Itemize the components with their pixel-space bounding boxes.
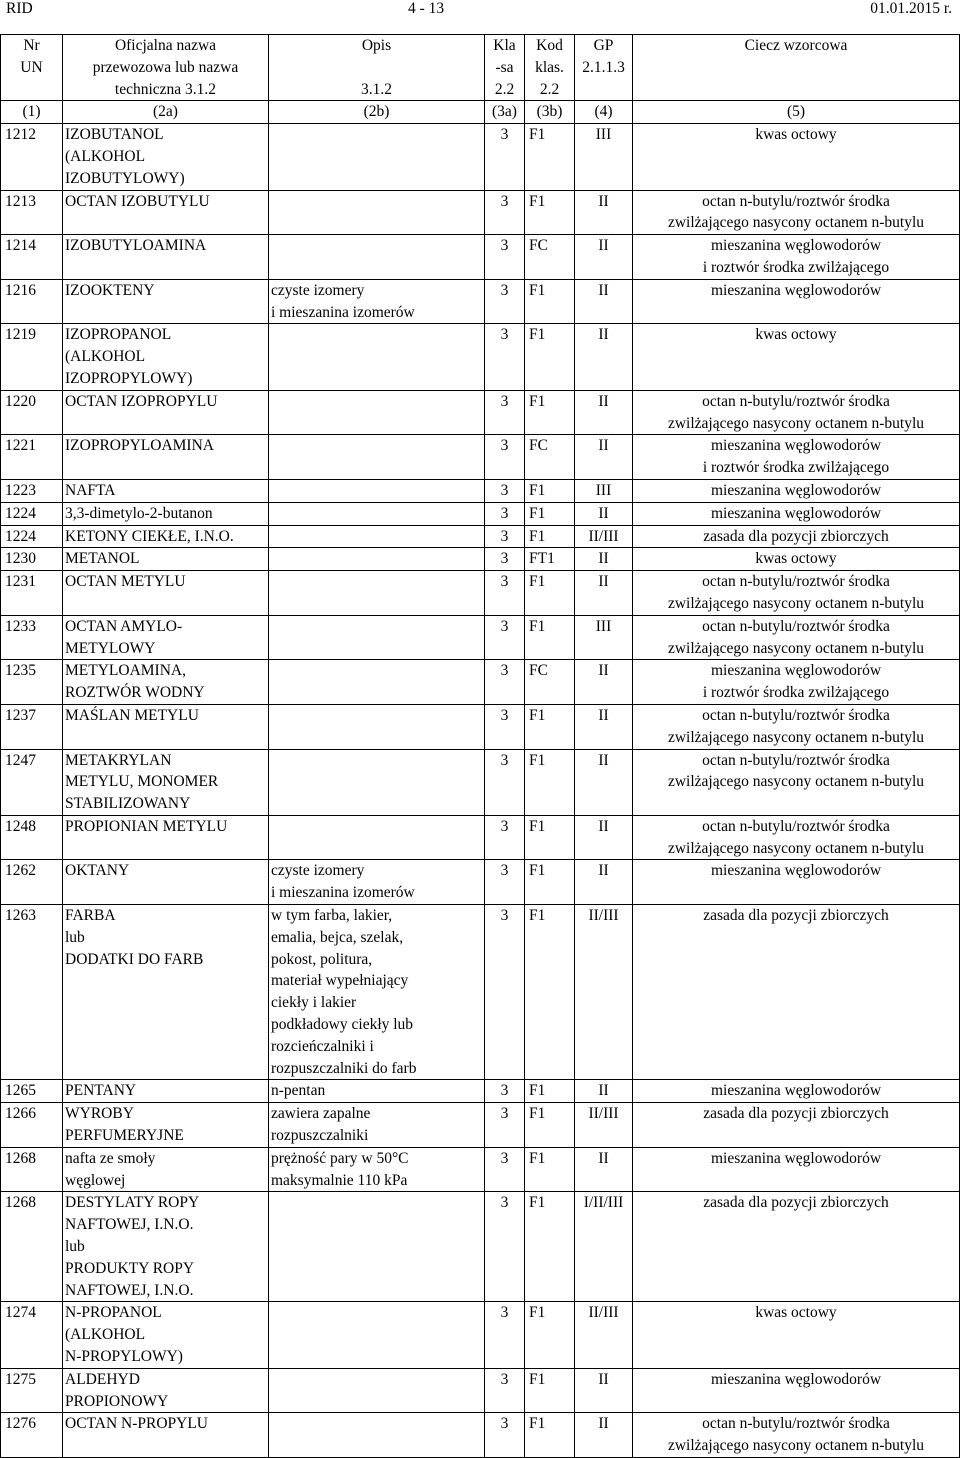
official-name-cell: IZOBUTYLOAMINA	[63, 235, 269, 280]
official-name-cell: WYROBY PERFUMERYJNE	[63, 1103, 269, 1148]
table-row	[1, 435, 960, 480]
packing-group-cell: II	[575, 235, 633, 280]
classification-code-cell: F1	[525, 1103, 575, 1148]
un-number-cell: 1265	[1, 1080, 63, 1103]
class-cell: 3	[485, 1080, 525, 1103]
standard-liquid-cell: kwas octowy	[633, 124, 960, 190]
description-cell	[269, 571, 485, 616]
official-name-cell: METYLOAMINA, ROZTWÓR WODNY	[63, 660, 269, 705]
standard-liquid-cell: kwas octowy	[633, 324, 960, 390]
description-cell	[269, 435, 485, 480]
column-code: (4)	[575, 101, 633, 124]
table-row	[1, 905, 960, 1080]
document-date: 01.01.2015 r.	[870, 0, 952, 17]
un-number-cell: 1275	[1, 1368, 63, 1413]
table-row	[1, 279, 960, 324]
official-name-cell: DESTYLATY ROPY NAFTOWEJ, I.N.O. lub PRODUKTY ROPY NAFTOWEJ, I.N.O.	[63, 1192, 269, 1302]
packing-group-cell: III	[575, 479, 633, 502]
table-row	[1, 190, 960, 235]
official-name-cell: OCTAN METYLU	[63, 571, 269, 616]
column-code: (5)	[633, 101, 960, 124]
un-number-cell: 1221	[1, 435, 63, 480]
official-name-cell: IZOBUTANOL (ALKOHOL IZOBUTYLOWY)	[63, 124, 269, 190]
description-cell	[269, 749, 485, 815]
table-row	[1, 860, 960, 905]
standard-liquid-cell: mieszanina węglowodorów i roztwór środka zwilżającego	[633, 660, 960, 705]
description-cell	[269, 815, 485, 860]
packing-group-cell: II	[575, 548, 633, 571]
description-cell	[269, 704, 485, 749]
description-cell	[269, 615, 485, 660]
table-row	[1, 324, 960, 390]
class-cell: 3	[485, 860, 525, 905]
classification-code-cell: F1	[525, 1080, 575, 1103]
column-code: (3b)	[525, 101, 575, 124]
description-cell	[269, 1192, 485, 1302]
packing-group-cell: II	[575, 749, 633, 815]
standard-liquid-cell: mieszanina węglowodorów	[633, 1368, 960, 1413]
description-cell: czyste izomery i mieszanina izomerów	[269, 860, 485, 905]
packing-group-cell: II	[575, 324, 633, 390]
column-code: (2a)	[63, 101, 269, 124]
table-row	[1, 124, 960, 190]
packing-group-cell: II	[575, 704, 633, 749]
classification-code-cell: FC	[525, 660, 575, 705]
official-name-cell: IZOOKTENY	[63, 279, 269, 324]
standard-liquid-cell: zasada dla pozycji zbiorczych	[633, 1103, 960, 1148]
classification-code-cell: FT1	[525, 548, 575, 571]
packing-group-cell: II	[575, 1080, 633, 1103]
class-cell: 3	[485, 571, 525, 616]
official-name-cell: OCTAN AMYLO- METYLOWY	[63, 615, 269, 660]
class-cell: 3	[485, 704, 525, 749]
standard-liquid-cell: mieszanina węglowodorów i roztwór środka zwilżającego	[633, 435, 960, 480]
packing-group-cell: II	[575, 860, 633, 905]
standard-liquid-cell: mieszanina węglowodorów	[633, 1080, 960, 1103]
classification-code-cell: F1	[525, 279, 575, 324]
classification-code-cell: FC	[525, 435, 575, 480]
standard-liquid-cell: mieszanina węglowodorów	[633, 860, 960, 905]
un-number-cell: 1268	[1, 1192, 63, 1302]
un-number-cell: 1230	[1, 548, 63, 571]
table-row	[1, 525, 960, 548]
classification-code-cell: F1	[525, 525, 575, 548]
packing-group-cell: II	[575, 190, 633, 235]
official-name-cell: OCTAN IZOBUTYLU	[63, 190, 269, 235]
class-cell: 3	[485, 749, 525, 815]
dangerous-goods-table	[0, 34, 960, 1458]
packing-group-cell: II	[575, 815, 633, 860]
classification-code-cell: F1	[525, 1368, 575, 1413]
table-row	[1, 571, 960, 616]
class-cell: 3	[485, 905, 525, 1080]
official-name-cell: FARBA lub DODATKI DO FARB	[63, 905, 269, 1080]
packing-group-cell: II	[575, 571, 633, 616]
standard-liquid-cell: kwas octowy	[633, 1302, 960, 1368]
class-cell: 3	[485, 615, 525, 660]
classification-code-cell: F1	[525, 324, 575, 390]
description-cell: prężność pary w 50°C maksymalnie 110 kPa	[269, 1147, 485, 1192]
header-row	[1, 35, 960, 101]
description-cell	[269, 479, 485, 502]
column-codes-row	[1, 101, 960, 124]
packing-group-cell: III	[575, 615, 633, 660]
class-cell: 3	[485, 235, 525, 280]
packing-group-cell: II/III	[575, 1302, 633, 1368]
packing-group-cell: II	[575, 390, 633, 435]
table-row	[1, 1103, 960, 1148]
table-body	[1, 124, 960, 1458]
packing-group-cell: III	[575, 124, 633, 190]
packing-group-cell: II	[575, 279, 633, 324]
un-number-cell: 1262	[1, 860, 63, 905]
packing-group-cell: II	[575, 1147, 633, 1192]
class-cell: 3	[485, 502, 525, 525]
un-number-cell: 1237	[1, 704, 63, 749]
official-name-cell: KETONY CIEKŁE, I.N.O.	[63, 525, 269, 548]
table-row	[1, 815, 960, 860]
packing-group-cell: II	[575, 435, 633, 480]
class-cell: 3	[485, 660, 525, 705]
un-number-cell: 1268	[1, 1147, 63, 1192]
header-un-number: Nr UN	[1, 35, 63, 101]
packing-group-cell: II/III	[575, 525, 633, 548]
header-packing-group: GP 2.1.1.3	[575, 35, 633, 101]
class-cell: 3	[485, 1368, 525, 1413]
standard-liquid-cell: mieszanina węglowodorów	[633, 479, 960, 502]
table-row	[1, 502, 960, 525]
header-classification-code: Kod klas. 2.2	[525, 35, 575, 101]
un-number-cell: 1233	[1, 615, 63, 660]
un-number-cell: 1212	[1, 124, 63, 190]
un-number-cell: 1266	[1, 1103, 63, 1148]
un-number-cell: 1214	[1, 235, 63, 280]
packing-group-cell: II	[575, 1368, 633, 1413]
description-cell: zawiera zapalne rozpuszczalniki	[269, 1103, 485, 1148]
class-cell: 3	[485, 324, 525, 390]
header-official-name: Oficjalna nazwa przewozowa lub nazwa techniczna 3.1.2	[63, 35, 269, 101]
classification-code-cell: FC	[525, 235, 575, 280]
description-cell: czyste izomery i mieszanina izomerów	[269, 279, 485, 324]
packing-group-cell: I/II/III	[575, 1192, 633, 1302]
official-name-cell: METAKRYLAN METYLU, MONOMER STABILIZOWANY	[63, 749, 269, 815]
official-name-cell: MAŚLAN METYLU	[63, 704, 269, 749]
un-number-cell: 1224	[1, 525, 63, 548]
standard-liquid-cell: octan n-butylu/roztwór środka zwilżającego nasycony octanem n-butylu	[633, 704, 960, 749]
un-number-cell: 1247	[1, 749, 63, 815]
header-description: Opis 3.1.2	[269, 35, 485, 101]
packing-group-cell: II/III	[575, 905, 633, 1080]
class-cell: 3	[485, 124, 525, 190]
standard-liquid-cell: octan n-butylu/roztwór środka zwilżającego nasycony octanem n-butylu	[633, 190, 960, 235]
classification-code-cell: F1	[525, 905, 575, 1080]
official-name-cell: OCTAN IZOPROPYLU	[63, 390, 269, 435]
description-cell	[269, 548, 485, 571]
class-cell: 3	[485, 1413, 525, 1458]
standard-liquid-cell: kwas octowy	[633, 548, 960, 571]
classification-code-cell: F1	[525, 479, 575, 502]
class-cell: 3	[485, 279, 525, 324]
standard-liquid-cell: octan n-butylu/roztwór środka zwilżającego nasycony octanem n-butylu	[633, 1413, 960, 1458]
class-cell: 3	[485, 1103, 525, 1148]
official-name-cell: METANOL	[63, 548, 269, 571]
official-name-cell: OKTANY	[63, 860, 269, 905]
packing-group-cell: II	[575, 1413, 633, 1458]
classification-code-cell: F1	[525, 704, 575, 749]
un-number-cell: 1223	[1, 479, 63, 502]
table-row	[1, 1192, 960, 1302]
table-row	[1, 1147, 960, 1192]
table-row	[1, 660, 960, 705]
standard-liquid-cell: zasada dla pozycji zbiorczych	[633, 1192, 960, 1302]
un-number-cell: 1248	[1, 815, 63, 860]
description-cell	[269, 1413, 485, 1458]
un-number-cell: 1224	[1, 502, 63, 525]
official-name-cell: OCTAN N-PROPYLU	[63, 1413, 269, 1458]
official-name-cell: N-PROPANOL (ALKOHOL N-PROPYLOWY)	[63, 1302, 269, 1368]
description-cell: n-pentan	[269, 1080, 485, 1103]
standard-liquid-cell: zasada dla pozycji zbiorczych	[633, 525, 960, 548]
official-name-cell: PENTANY	[63, 1080, 269, 1103]
class-cell: 3	[485, 390, 525, 435]
un-number-cell: 1276	[1, 1413, 63, 1458]
standard-liquid-cell: zasada dla pozycji zbiorczych	[633, 905, 960, 1080]
un-number-cell: 1235	[1, 660, 63, 705]
standard-liquid-cell: octan n-butylu/roztwór środka zwilżającego nasycony octanem n-butylu	[633, 815, 960, 860]
description-cell	[269, 525, 485, 548]
standard-liquid-cell: octan n-butylu/roztwór środka zwilżającego nasycony octanem n-butylu	[633, 390, 960, 435]
class-cell: 3	[485, 815, 525, 860]
standard-liquid-cell: mieszanina węglowodorów	[633, 279, 960, 324]
official-name-cell: IZOPROPYLOAMINA	[63, 435, 269, 480]
column-code: (2b)	[269, 101, 485, 124]
table-row	[1, 479, 960, 502]
column-code: (1)	[1, 101, 63, 124]
classification-code-cell: F1	[525, 124, 575, 190]
packing-group-cell: II/III	[575, 1103, 633, 1148]
packing-group-cell: II	[575, 660, 633, 705]
classification-code-cell: F1	[525, 1147, 575, 1192]
class-cell: 3	[485, 525, 525, 548]
page-number: 4 - 13	[408, 0, 445, 17]
table-row	[1, 1368, 960, 1413]
un-number-cell: 1231	[1, 571, 63, 616]
table-row	[1, 1302, 960, 1368]
classification-code-cell: F1	[525, 390, 575, 435]
un-number-cell: 1213	[1, 190, 63, 235]
un-number-cell: 1216	[1, 279, 63, 324]
un-number-cell: 1274	[1, 1302, 63, 1368]
classification-code-cell: F1	[525, 860, 575, 905]
class-cell: 3	[485, 1147, 525, 1192]
official-name-cell: ALDEHYD PROPIONOWY	[63, 1368, 269, 1413]
un-number-cell: 1263	[1, 905, 63, 1080]
description-cell	[269, 235, 485, 280]
classification-code-cell: F1	[525, 815, 575, 860]
table-row	[1, 235, 960, 280]
document-code: RID	[6, 0, 33, 17]
official-name-cell: NAFTA	[63, 479, 269, 502]
un-number-cell: 1220	[1, 390, 63, 435]
standard-liquid-cell: octan n-butylu/roztwór środka zwilżającego nasycony octanem n-butylu	[633, 615, 960, 660]
table-row	[1, 1080, 960, 1103]
official-name-cell: IZOPROPANOL (ALKOHOL IZOPROPYLOWY)	[63, 324, 269, 390]
standard-liquid-cell: mieszanina węglowodorów i roztwór środka zwilżającego	[633, 235, 960, 280]
classification-code-cell: F1	[525, 1192, 575, 1302]
description-cell	[269, 660, 485, 705]
official-name-cell: 3,3-dimetylo-2-butanon	[63, 502, 269, 525]
standard-liquid-cell: octan n-butylu/roztwór środka zwilżającego nasycony octanem n-butylu	[633, 571, 960, 616]
header-class: Kla -sa 2.2	[485, 35, 525, 101]
table-row	[1, 548, 960, 571]
class-cell: 3	[485, 548, 525, 571]
class-cell: 3	[485, 190, 525, 235]
official-name-cell: PROPIONIAN METYLU	[63, 815, 269, 860]
column-code: (3a)	[485, 101, 525, 124]
table-row	[1, 704, 960, 749]
description-cell: w tym farba, lakier, emalia, bejca, szelak, pokost, politura, materiał wypełniający ciekły i lakier podkładowy ciekły lub rozcieńczalniki i rozpuszczalniki do farb	[269, 905, 485, 1080]
table-row	[1, 1413, 960, 1458]
classification-code-cell: F1	[525, 615, 575, 660]
description-cell	[269, 124, 485, 190]
classification-code-cell: F1	[525, 1413, 575, 1458]
description-cell	[269, 502, 485, 525]
packing-group-cell: II	[575, 502, 633, 525]
class-cell: 3	[485, 479, 525, 502]
standard-liquid-cell: octan n-butylu/roztwór środka zwilżającego nasycony octanem n-butylu	[633, 749, 960, 815]
table-row	[1, 749, 960, 815]
description-cell	[269, 1302, 485, 1368]
standard-liquid-cell: mieszanina węglowodorów	[633, 502, 960, 525]
description-cell	[269, 390, 485, 435]
classification-code-cell: F1	[525, 571, 575, 616]
official-name-cell: nafta ze smoły węglowej	[63, 1147, 269, 1192]
classification-code-cell: F1	[525, 502, 575, 525]
standard-liquid-cell: mieszanina węglowodorów	[633, 1147, 960, 1192]
classification-code-cell: F1	[525, 190, 575, 235]
class-cell: 3	[485, 435, 525, 480]
table-row	[1, 390, 960, 435]
table-row	[1, 615, 960, 660]
class-cell: 3	[485, 1302, 525, 1368]
description-cell	[269, 1368, 485, 1413]
classification-code-cell: F1	[525, 749, 575, 815]
un-number-cell: 1219	[1, 324, 63, 390]
page-header	[0, 0, 960, 21]
class-cell: 3	[485, 1192, 525, 1302]
description-cell	[269, 324, 485, 390]
description-cell	[269, 190, 485, 235]
classification-code-cell: F1	[525, 1302, 575, 1368]
header-standard-liquid: Ciecz wzorcowa	[633, 35, 960, 101]
